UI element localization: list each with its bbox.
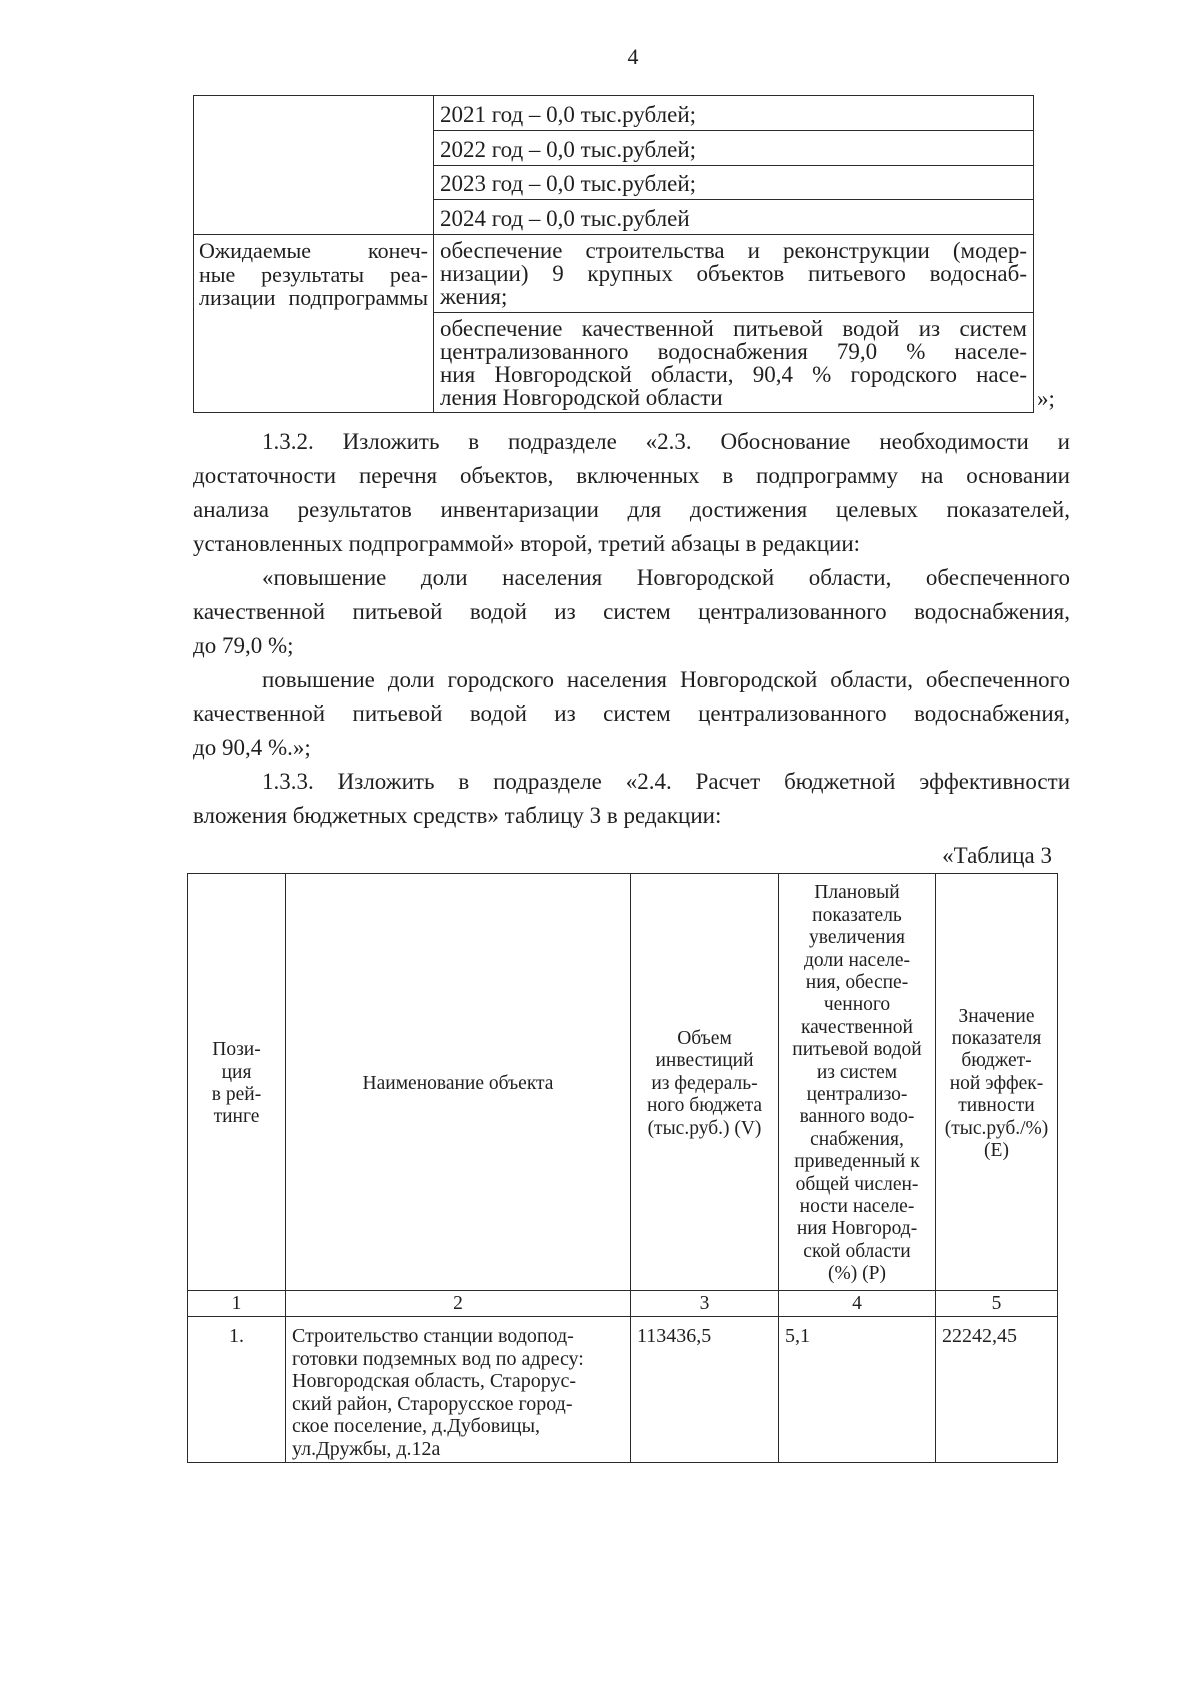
financing-label-cell (194, 96, 434, 235)
table-caption: «Таблица 3 (942, 843, 1052, 868)
closing-quote: »; (1037, 386, 1055, 411)
column-number: 3 (631, 1291, 779, 1317)
paragraph (193, 425, 1070, 561)
text-line: «повышение доли населения Новгородской области, обеспеченного (262, 565, 1070, 590)
cell-object-name: Строительство станции водопод- готовки подземных вод по адресу: Новгородская область, Старорус- ский район, Старорусское город- ское поселение, д.Дубовицы, ул.Дружбы, д.12а (286, 1317, 631, 1463)
header-investment: Объем инвестиций из федераль- ного бюджета (тыс.руб.) (V) (631, 874, 779, 1291)
label-line: Ожидаемые конеч- (199, 238, 428, 263)
result-line: жения; (440, 284, 508, 309)
column-number: 4 (779, 1291, 936, 1317)
financing-year-line: 2024 год – 0,0 тыс.рублей (434, 200, 1034, 235)
result-line: низации) 9 крупных объектов питьевого водоснаб- (440, 261, 1027, 286)
text-line: анализа результатов инвентаризации для достижения целевых показателей, (193, 497, 1070, 522)
column-number: 1 (188, 1291, 286, 1317)
column-number: 2 (286, 1291, 631, 1317)
expected-results-label (194, 235, 434, 413)
text-line: 1.3.3. Изложить в подразделе «2.4. Расчет бюджетной эффективности (262, 769, 1070, 794)
cell-planned-increase: 5,1 (779, 1317, 936, 1463)
text-line: качественной питьевой водой из систем централизованного водоснабжения, (193, 599, 1070, 624)
text-line: вложения бюджетных средств» таблицу 3 в редакции: (193, 803, 722, 828)
text-line: повышение доли городского населения Новгородской области, обеспеченного (262, 667, 1070, 692)
label-line: лизации подпрограммы (199, 285, 428, 310)
label-line: ные результаты реа- (199, 261, 428, 287)
table-header-row (188, 874, 1058, 1291)
result-line: ления Новгородской области (440, 385, 723, 410)
financing-year-line: 2022 год – 0,0 тыс.рублей; (434, 130, 1034, 165)
budget-efficiency-table (187, 873, 1058, 1463)
table-row (188, 1317, 1058, 1463)
text-line: до 79,0 %; (193, 633, 294, 658)
header-position: Пози- ция в рей- тинге (188, 874, 286, 1291)
result-line: обеспечение строительства и реконструкции (модер- (440, 238, 1027, 263)
page-number: 4 (627, 44, 639, 69)
header-efficiency: Значение показателя бюджет- ной эффек- тивности (тыс.руб./%) (E) (936, 874, 1058, 1291)
text-line: достаточности перечня объектов, включенных в подпрограмму на основании (193, 463, 1070, 488)
column-number-row (188, 1291, 1058, 1317)
result-line: обеспечение качественной питьевой водой из систем (440, 316, 1027, 341)
financing-year-line: 2023 год – 0,0 тыс.рублей; (434, 165, 1034, 200)
result-item (440, 235, 1027, 312)
cell-position: 1. (188, 1317, 286, 1463)
text-line: установленных подпрограммой» второй, третий абзацы в редакции: (193, 531, 861, 556)
financing-year-line: 2021 год – 0,0 тыс.рублей; (434, 96, 1034, 131)
paragraph (193, 663, 1070, 765)
text-line: качественной питьевой водой из систем централизованного водоснабжения, (193, 701, 1070, 726)
header-planned-increase: Плановый показатель увеличения доли населе- ния, обеспе- ченного качественной питьевой водой из систем централизо- ванного водо- снабжения, приведенный к общей числен- ности населе- ния Новгород- ской области (%) (P) (779, 874, 936, 1291)
header-object-name: Наименование объекта (286, 874, 631, 1291)
financing-row (194, 96, 1034, 131)
expected-results-row (194, 235, 1034, 413)
paragraph (193, 765, 1070, 833)
result-item (434, 312, 1033, 409)
text-line: 1.3.2. Изложить в подразделе «2.3. Обоснование необходимости и (262, 429, 1070, 454)
text-line: до 90,4 %.»; (193, 735, 311, 760)
column-number: 5 (936, 1291, 1058, 1317)
result-line: ния Новгородской области, 90,4 % городского насе- (440, 362, 1027, 387)
cell-efficiency: 22242,45 (936, 1317, 1058, 1463)
paragraph (193, 561, 1070, 663)
result-line: централизованного водоснабжения 79,0 % населе- (440, 339, 1027, 364)
passport-continuation-table (193, 95, 1034, 413)
amendment-text (193, 425, 1070, 833)
expected-results-value (434, 235, 1034, 413)
cell-investment: 113436,5 (631, 1317, 779, 1463)
